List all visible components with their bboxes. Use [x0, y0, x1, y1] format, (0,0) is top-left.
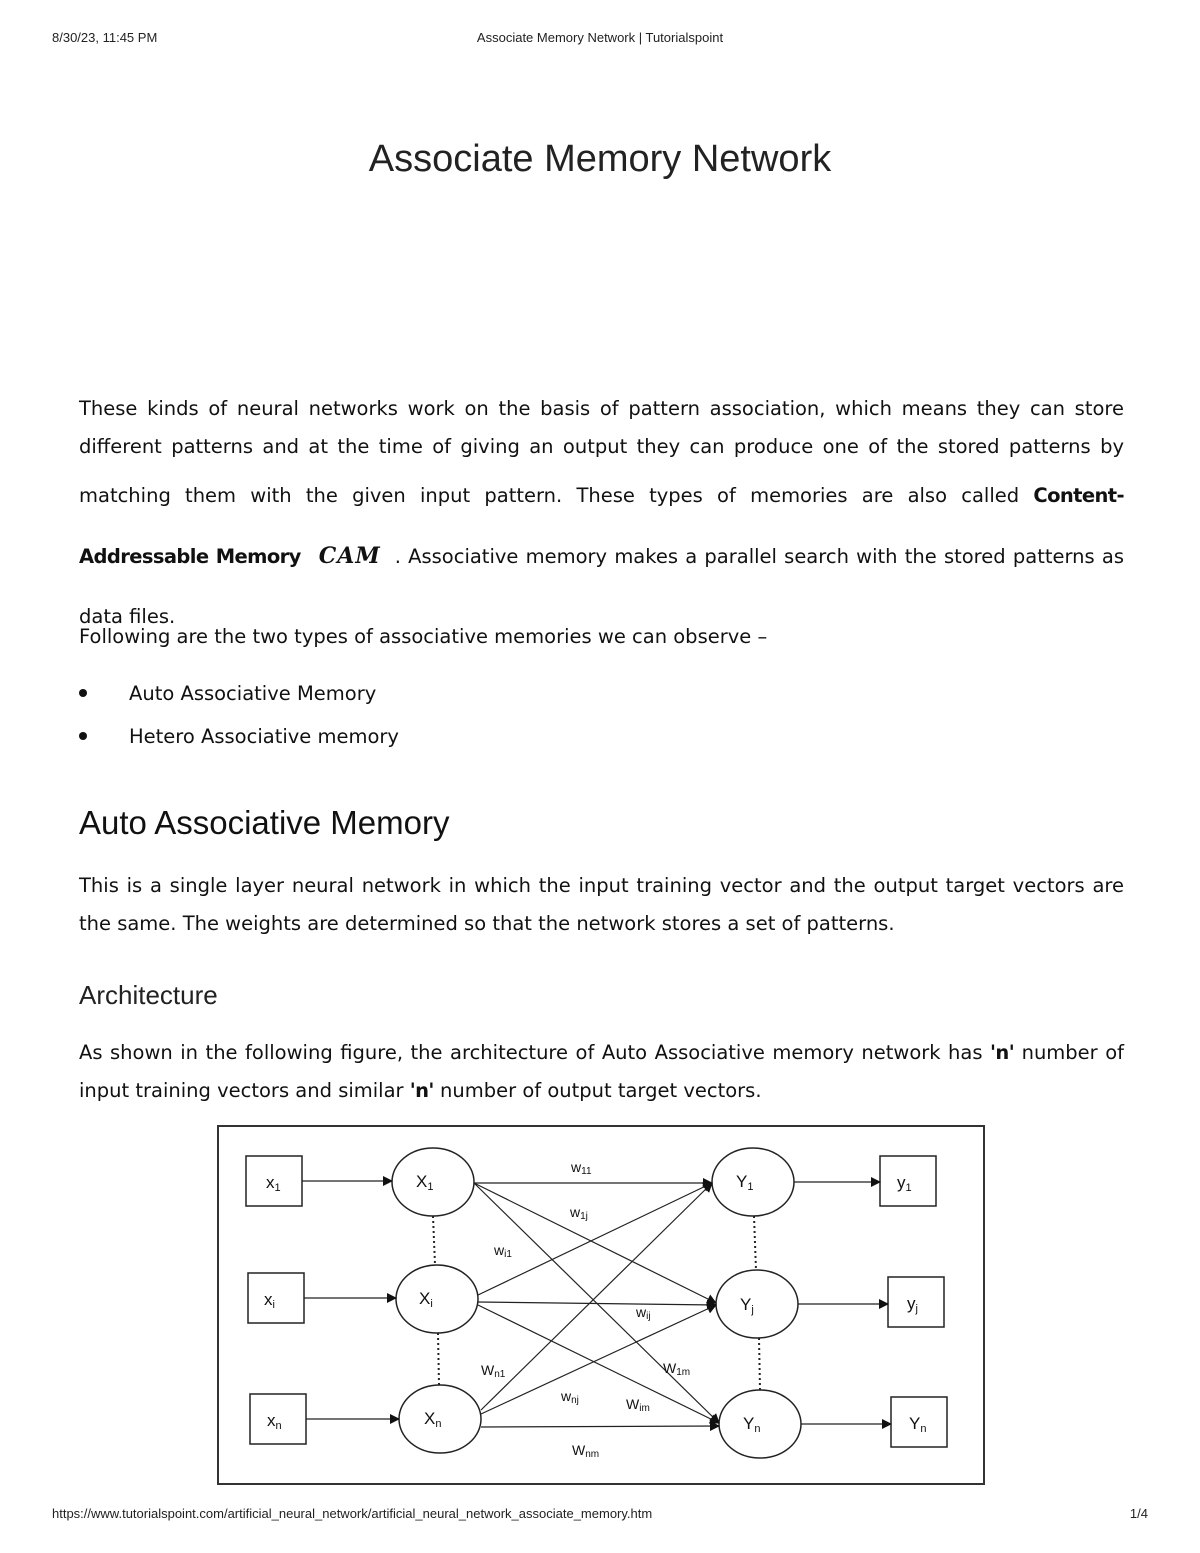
weight-label: Wn1: [481, 1362, 506, 1380]
output-box-label: Yn: [909, 1414, 927, 1435]
input-node-label: X1: [416, 1172, 434, 1193]
input-box-label: xi: [264, 1290, 275, 1311]
types-list: [79, 672, 399, 758]
weight-label: w1j: [570, 1204, 588, 1222]
page-url: https://www.tutorialspoint.com/artificial_neural_network/artificial_neural_network_associate_memory.htm: [52, 1506, 653, 1521]
intro-paragraph: [79, 390, 1124, 647]
input-box-label: x1: [266, 1173, 281, 1194]
output-box-yj: [888, 1277, 944, 1327]
input-node-label: Xi: [419, 1289, 433, 1310]
output-node-label: Y1: [736, 1172, 754, 1193]
section-heading: Auto Associative Memory: [79, 804, 450, 841]
print-header: [0, 30, 1200, 50]
output-node-label: Yj: [740, 1295, 754, 1316]
types-intro: Following are the two types of associative memories we can observe –: [79, 625, 768, 648]
list-item: Auto Associative Memory: [79, 672, 399, 715]
weight-label: w11: [571, 1159, 592, 1177]
output-box-y1: [880, 1156, 936, 1206]
input-box-xi: [248, 1273, 304, 1323]
print-datetime: 8/30/23, 11:45 PM: [52, 30, 158, 45]
output-box-label: y1: [897, 1173, 912, 1194]
weight-label: W1m: [663, 1360, 691, 1378]
n-highlight: 'n': [409, 1079, 434, 1102]
weight-label: wnj: [561, 1388, 579, 1406]
network-svg: [219, 1127, 983, 1483]
input-box-label: xn: [267, 1411, 282, 1432]
output-box-label: yj: [907, 1294, 918, 1315]
intro-text-a: These kinds of neural networks work on the basis of pattern association, which means they can store different patterns and at the time of giving an output they can produce one of the stored patterns by matching them with the given input pattern. These types of memories are also called: [79, 397, 1124, 507]
subsection-heading: Architecture: [79, 980, 218, 1010]
cam-term: Content-Addressable Memory: [79, 484, 1125, 568]
n-highlight: 'n': [990, 1041, 1015, 1064]
page-title: Associate Memory Network: [368, 138, 832, 180]
print-footer: [0, 1506, 1200, 1526]
bullet-icon: [79, 689, 87, 697]
input-node-label: Xn: [424, 1409, 442, 1430]
output-node-label: Yn: [743, 1414, 761, 1435]
input-box-xn: [250, 1394, 306, 1444]
auto-associative-network-diagram: [217, 1125, 985, 1485]
print-page-title: Associate Memory Network | Tutorialspoint: [476, 30, 724, 45]
section-paragraph: This is a single layer neural network in which the input training vector and the output target vectors are the same. The weights are determined so that the network stores a set of patterns.: [79, 874, 1124, 935]
weight-label: Wim: [626, 1396, 650, 1414]
cam-abbr: CAM: [318, 543, 381, 569]
weight-label: wi1: [494, 1242, 512, 1260]
intro-text-b: . Associative memory makes a parallel search with the stored patterns as data files.: [79, 545, 1124, 628]
weight-label: wij: [636, 1304, 651, 1322]
input-node-Xi: [396, 1265, 478, 1333]
bullet-icon: [79, 732, 87, 740]
page-number: 1/4: [1129, 1506, 1148, 1521]
list-item: Hetero Associative memory: [79, 715, 399, 758]
weight-label: Wnm: [572, 1442, 600, 1460]
output-node-Yj: [716, 1270, 798, 1338]
architecture-paragraph: As shown in the following figure, the architecture of Auto Associative memory network has 'n' number of input training vectors and similar 'n' number of output target vectors.: [79, 1041, 1124, 1102]
